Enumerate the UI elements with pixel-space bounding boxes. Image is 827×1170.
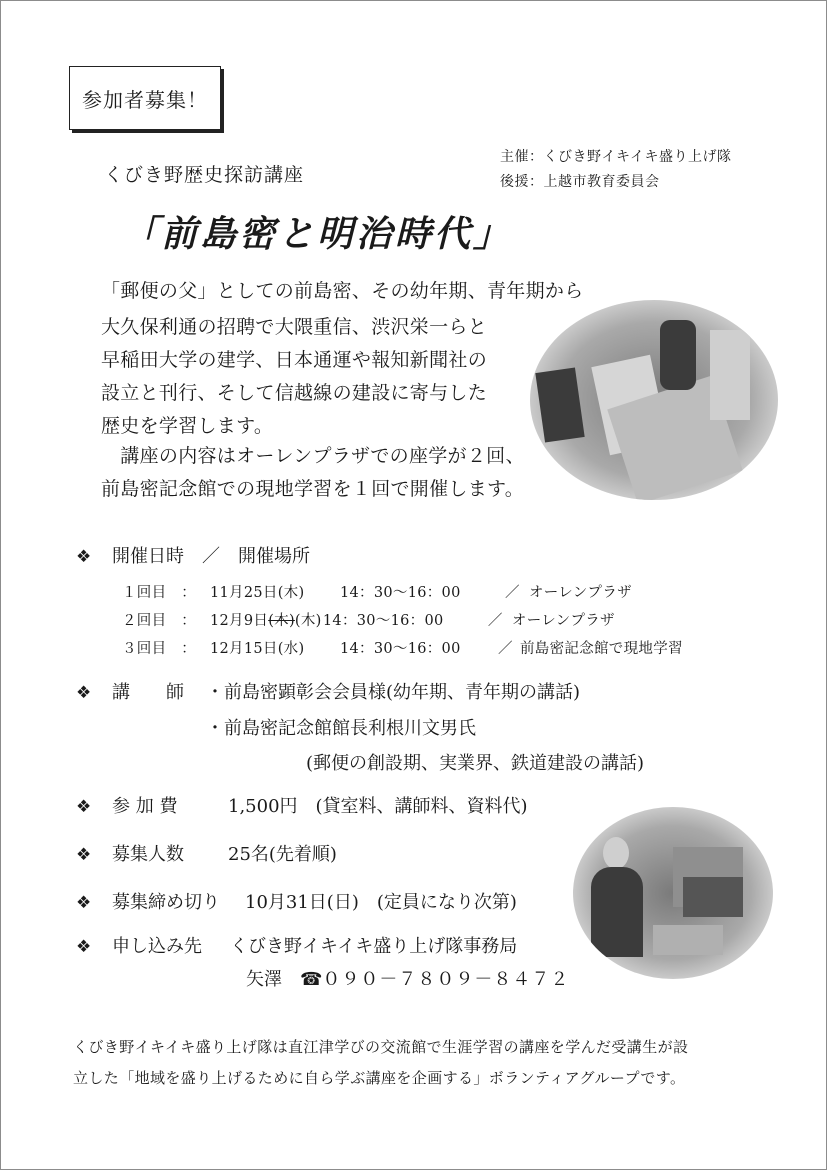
lecture-title: 「前島密と明治時代」 — [122, 214, 513, 255]
schedule-row: ２回目 ： 12月9日(木)(木)14：30～16：00 ／ オーレンプラザ — [122, 609, 615, 630]
deadline-row: ❖ 募集締め切り 10月31日(日) (定員になり次第) — [76, 892, 517, 913]
schedule-heading: ❖ 開催日時 ／ 開催場所 — [76, 546, 310, 567]
schedule-row: ３回目 ： 12月15日(水) 14：30～16：00 ／ 前島密記念館で現地学習 — [122, 641, 683, 657]
intro-line: 「郵便の父」としての前島密、その幼年期、青年期から — [101, 280, 584, 302]
supporter: 後援：上越市教育委員会 — [500, 174, 660, 190]
diamond-icon: ❖ — [76, 547, 92, 567]
intro-line: 早稲田大学の建学、日本通運や報知新聞社の — [101, 349, 488, 371]
intro-line: 前島密記念館での現地学習を１回で開催します。 — [101, 478, 525, 500]
documents-photo — [530, 300, 778, 500]
diamond-icon: ❖ — [76, 893, 92, 913]
diamond-icon: ❖ — [76, 845, 92, 865]
recruitment-badge: 参加者募集！ — [69, 66, 221, 130]
lecturer-line: ・前島密記念館館長利根川文男氏 — [206, 718, 476, 739]
diamond-icon: ❖ — [76, 797, 92, 817]
lecture-series-name: くびき野歴史探訪講座 — [104, 164, 305, 186]
capacity-row: ❖ 募集人数 25名(先着順) — [76, 844, 337, 865]
struck-weekday: (木) — [268, 613, 295, 629]
fee-row: ❖ 参 加 費 1,500円 (貸室料、講師料、資料代) — [76, 796, 528, 817]
corrected-weekday: (木) — [294, 613, 322, 629]
lecturer-row: ❖ 講 師 ・前島密顕彰会会員様(幼年期、青年期の講話) — [76, 682, 581, 703]
apply-row: ❖ 申し込み先 くびき野イキイキ盛り上げ隊事務局 — [76, 936, 518, 957]
footer-line: 立した「地域を盛り上げるために自ら学ぶ講座を企画する」ボランティアグループです。 — [73, 1069, 686, 1087]
schedule-row: １回目 ： 11月25日(木) 14：30～16：00 ／ オーレンプラザ — [122, 585, 632, 601]
lecturer-line: (郵便の創設期、実業界、鉄道建設の講話) — [306, 753, 645, 774]
intro-line: 設立と刊行、そして信越線の建設に寄与した — [101, 382, 488, 404]
footer-line: くびき野イキイキ盛り上げ隊は直江津学びの交流館で生涯学習の講座を学んだ受講生が設 — [73, 1038, 689, 1056]
intro-line: 歴史を学習します。 — [101, 415, 274, 437]
intro-line: 講座の内容はオーレンプラザでの座学が２回、 — [101, 445, 525, 467]
diamond-icon: ❖ — [76, 937, 92, 957]
organizer: 主催：くびき野イキイキ盛り上げ隊 — [500, 149, 732, 165]
phone-icon: ☎ — [300, 969, 323, 990]
intro-line: 大久保利通の招聘で大隈重信、渋沢栄一らと — [101, 316, 488, 338]
portrait-photo — [573, 807, 773, 979]
diamond-icon: ❖ — [76, 683, 92, 703]
contact-row: 矢澤 ☎０９０－７８０９－８４７２ — [246, 969, 570, 990]
